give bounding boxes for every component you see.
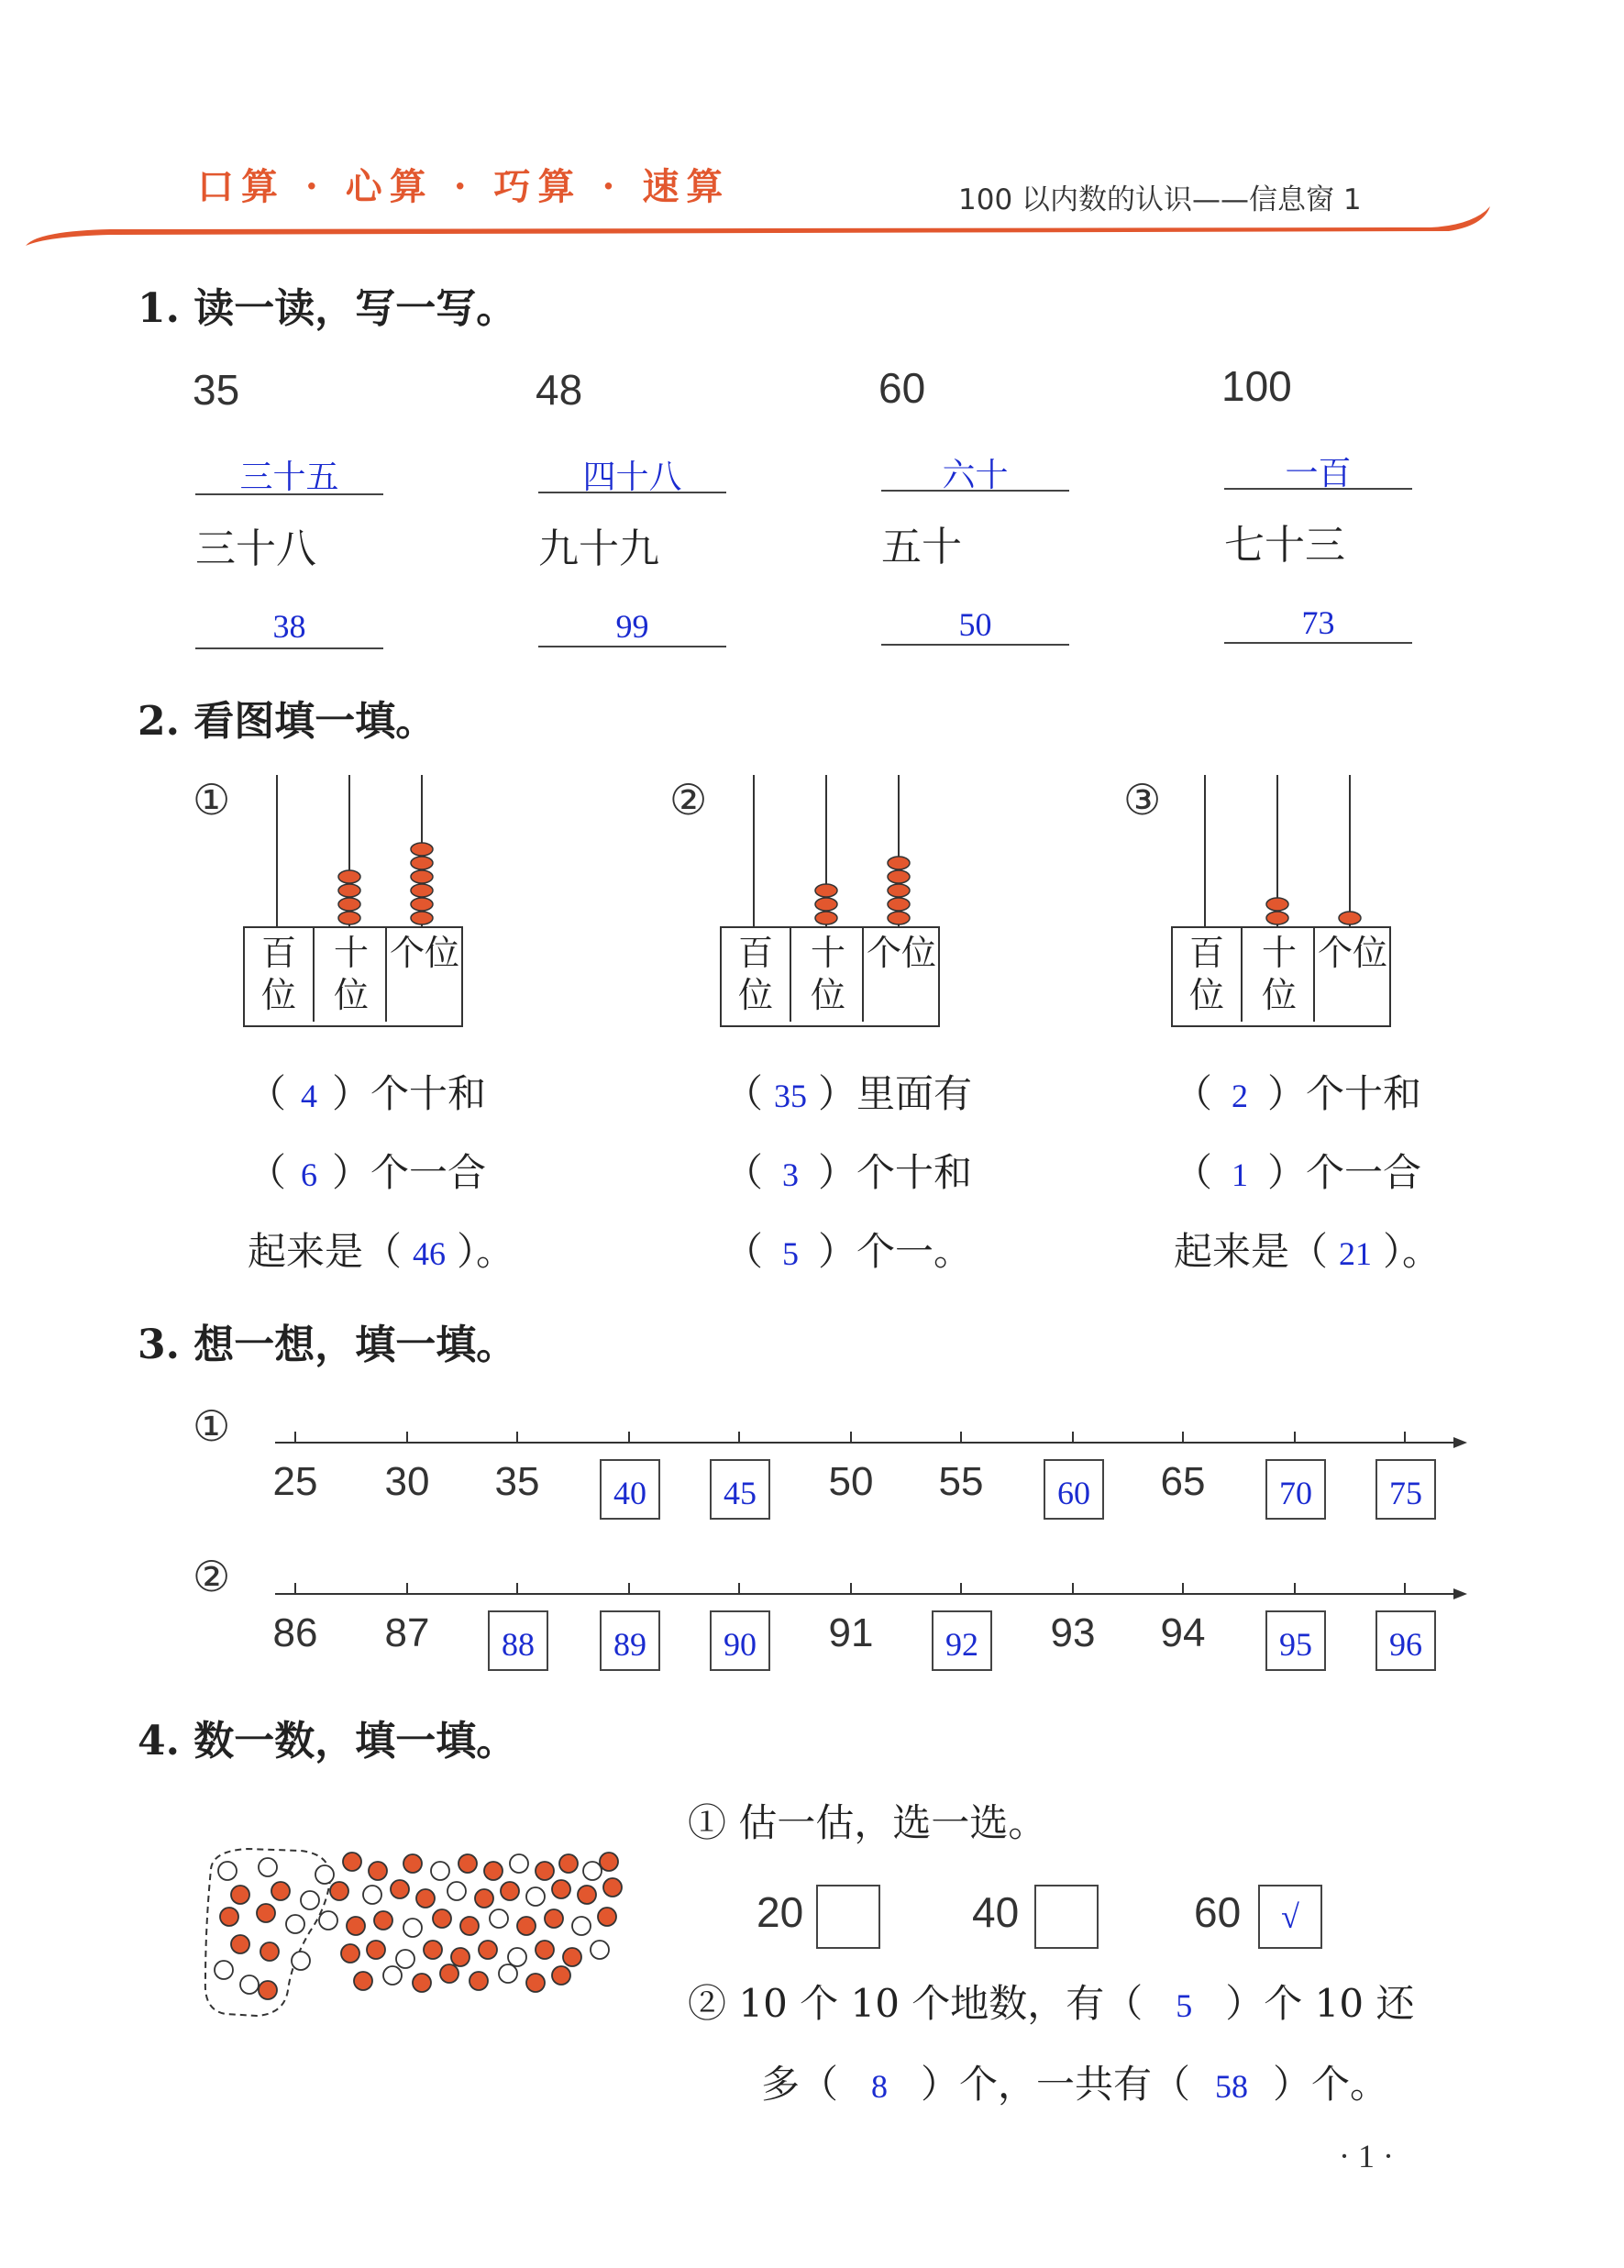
dot-cluster (193, 1843, 669, 2036)
abacus-bead (815, 912, 837, 924)
number-line-answer-box[interactable]: 90 (710, 1610, 770, 1671)
answer-blank[interactable]: 4 (301, 1078, 318, 1114)
answer-blank[interactable]: 3 (782, 1156, 800, 1193)
answer-line (881, 644, 1069, 646)
answer-blank[interactable]: 1 (1232, 1156, 1249, 1193)
q1-title: 1. 读一读，写一写。 (138, 285, 517, 332)
hundreds-label: 百位 (1173, 928, 1243, 1022)
answer-blank[interactable]: 46 (413, 1235, 447, 1272)
answer-blank[interactable]: 21 (1339, 1235, 1373, 1272)
header-right-title: 100 以内数的认识——信息窗 1 (958, 183, 1362, 216)
q2-line: 起来是（ 21 ）。 (1174, 1229, 1442, 1274)
count-dot (499, 1964, 517, 1983)
count-dot (354, 1972, 372, 1990)
abacus-rods (1171, 775, 1391, 926)
count-dot (374, 1911, 392, 1930)
answer-line (538, 492, 726, 493)
abacus-bead (411, 843, 433, 856)
count-dot (526, 1974, 545, 1992)
q1-prompt: 35 (193, 366, 240, 414)
count-dot (451, 1948, 470, 1966)
count-dot (315, 1865, 334, 1884)
abacus-bead (411, 898, 433, 911)
q4-part2-line2: 多（ 8 ）个，一共有（ 58 ）个。 (761, 2062, 1389, 2107)
abacus-base (720, 926, 940, 1027)
q1-prompt: 七十三 (1224, 522, 1345, 569)
count-dot (578, 1886, 596, 1904)
abacus-bead (411, 870, 433, 883)
abacus-bead (888, 884, 910, 897)
count-dot (240, 1975, 259, 1994)
q2-line: （ 6 ）个一合 (248, 1150, 487, 1195)
count-dot (501, 1882, 519, 1900)
count-dot (367, 1941, 385, 1959)
answer-line (881, 490, 1069, 492)
number-line-answer-box[interactable]: 95 (1265, 1610, 1326, 1671)
number-line-answer-box[interactable]: 88 (488, 1610, 548, 1671)
q1-answer[interactable]: 73 (1301, 604, 1335, 641)
number-line (275, 1426, 1467, 1454)
answer-blank[interactable]: 35 (774, 1078, 808, 1114)
count-dot (470, 1972, 488, 1990)
number-line-label: 93 (1050, 1610, 1096, 1655)
abacus-bead (411, 912, 433, 924)
item-index: ① (193, 775, 231, 824)
abacus-bead (1266, 898, 1288, 911)
answer-blank[interactable]: 6 (301, 1156, 318, 1193)
count-dot (403, 1919, 422, 1937)
count-dot (440, 1964, 458, 1983)
number-line-answer-box[interactable]: 60 (1044, 1459, 1104, 1520)
number-line-label: 94 (1160, 1610, 1206, 1655)
item-index: ③ (1123, 775, 1162, 824)
count-dot (301, 1891, 319, 1909)
count-dot (271, 1882, 290, 1900)
count-dot (526, 1887, 545, 1906)
ones-label: 个位 (390, 933, 460, 973)
count-dot (292, 1952, 310, 1970)
abacus-rods (720, 775, 940, 926)
number-line-answer-box[interactable]: 92 (932, 1610, 992, 1671)
number-line-answer-box[interactable]: 89 (600, 1610, 660, 1671)
hundreds-label: 百位 (722, 928, 791, 1022)
number-line-label: 25 (272, 1459, 318, 1504)
q4-part2-line1: ② 10 个 10 个地数，有（ 5 ）个 10 还 (688, 1981, 1415, 2026)
q3-title: 3. 想一想，填一填。 (138, 1322, 517, 1368)
count-dot (330, 1882, 348, 1900)
count-dot (396, 1950, 414, 1968)
abacus-bead (815, 884, 837, 897)
count-dot (231, 1886, 249, 1904)
count-dot (598, 1908, 616, 1926)
q1-prompt: 三十八 (195, 526, 316, 572)
count-dot (536, 1862, 554, 1880)
tens-label: 十位 (1245, 928, 1315, 1022)
answer-line (1224, 488, 1412, 490)
q1-answer[interactable]: 四十八 (582, 459, 682, 495)
estimate-checkbox-checked[interactable]: √ (1258, 1885, 1322, 1949)
count-dot (231, 1935, 249, 1953)
abacus-bead (411, 857, 433, 869)
answer-blank[interactable]: 5 (782, 1235, 800, 1272)
header-swoosh (0, 0, 1624, 275)
q4-part1-label: ① 估一估，选一选。 (688, 1800, 1047, 1845)
line-index: ② (193, 1552, 231, 1601)
q1-prompt: 60 (878, 364, 926, 412)
count-dot (484, 1862, 503, 1880)
abacus-base (1171, 926, 1391, 1027)
count-dot (559, 1854, 578, 1873)
q1-answer[interactable]: 一百 (1285, 455, 1352, 492)
ones-label: 个位 (1318, 933, 1388, 973)
answer-line (1224, 642, 1412, 644)
count-dot (347, 1917, 365, 1935)
count-dot (572, 1917, 591, 1935)
count-dot (363, 1886, 381, 1904)
count-dot (286, 1915, 304, 1933)
estimate-checkbox[interactable] (1034, 1885, 1099, 1949)
count-dot (319, 1911, 337, 1930)
abacus-bead (1266, 912, 1288, 924)
q1-answer[interactable]: 六十 (942, 457, 1009, 493)
abacus-bead (815, 898, 837, 911)
count-dot (508, 1948, 526, 1966)
q2-line: （ 35 ）里面有 (724, 1071, 973, 1116)
estimate-checkbox[interactable] (816, 1885, 880, 1949)
count-dot (413, 1974, 431, 1992)
estimate-option-value: 60 (1194, 1888, 1242, 1936)
count-dot (220, 1908, 238, 1926)
abacus-bead (888, 857, 910, 869)
count-dot (536, 1941, 554, 1959)
answer-line (195, 647, 383, 649)
estimate-option-value: 20 (757, 1888, 804, 1936)
q1-prompt: 五十 (881, 524, 962, 570)
number-line-label: 55 (938, 1459, 984, 1504)
answer-blank[interactable]: 58 (1215, 2068, 1249, 2105)
number-line-label: 30 (384, 1459, 430, 1504)
number-line-label: 91 (828, 1610, 874, 1655)
number-line (275, 1577, 1467, 1605)
count-dot (458, 1854, 477, 1873)
q2-title: 2. 看图填一填。 (138, 698, 436, 745)
q1-prompt: 九十九 (538, 526, 659, 572)
count-dot (433, 1909, 451, 1928)
count-dot (603, 1878, 622, 1897)
ones-label: 个位 (867, 933, 937, 973)
q2-line: （ 5 ）个一。 (724, 1229, 973, 1274)
count-dot (403, 1854, 422, 1873)
count-dot (563, 1948, 581, 1966)
q1-answer[interactable]: 38 (272, 608, 306, 645)
line-index: ① (193, 1401, 231, 1451)
count-dot (383, 1966, 402, 1985)
number-line-label: 87 (384, 1610, 430, 1655)
item-index: ② (669, 775, 708, 824)
number-line-label: 65 (1160, 1459, 1206, 1504)
count-dot (545, 1909, 563, 1928)
answer-blank[interactable]: 2 (1232, 1078, 1249, 1114)
count-dot (490, 1909, 508, 1928)
count-dot (479, 1941, 497, 1959)
answer-line (195, 493, 383, 495)
q1-answer[interactable]: 99 (615, 608, 649, 645)
count-dot (343, 1853, 361, 1871)
abacus-bead (888, 898, 910, 911)
abacus-bead (338, 870, 360, 883)
count-dot (259, 1858, 277, 1876)
count-dot (447, 1882, 466, 1900)
count-dot (552, 1880, 570, 1898)
count-dot (510, 1854, 528, 1873)
count-dot (424, 1941, 442, 1959)
count-dot (552, 1966, 570, 1985)
q1-answer[interactable]: 50 (958, 606, 992, 643)
tens-label: 十位 (794, 928, 864, 1022)
abacus-base (243, 926, 463, 1027)
answer-blank[interactable]: 5 (1176, 1987, 1193, 2024)
abacus-bead (338, 898, 360, 911)
number-line-label: 86 (272, 1610, 318, 1655)
count-dot (260, 1942, 279, 1961)
q4-title: 4. 数一数，填一填。 (138, 1718, 517, 1765)
abacus-bead (338, 884, 360, 897)
count-dot (517, 1917, 536, 1935)
number-line-label: 50 (828, 1459, 874, 1504)
abacus-bead (411, 884, 433, 897)
count-dot (460, 1917, 479, 1935)
count-dot (259, 1981, 277, 1999)
estimate-option-value: 40 (972, 1888, 1020, 1936)
count-dot (583, 1862, 602, 1880)
count-dot (257, 1904, 275, 1922)
count-dot (591, 1941, 609, 1959)
q2-line: （ 4 ）个十和 (248, 1071, 487, 1116)
number-line-answer-box[interactable]: 96 (1375, 1610, 1436, 1671)
count-dot (391, 1880, 409, 1898)
header-left-title: 口算 · 心算 · 巧算 · 速算 (197, 165, 731, 208)
q1-prompt: 100 (1221, 362, 1292, 410)
tens-label: 十位 (317, 928, 387, 1022)
count-dot (431, 1862, 449, 1880)
hundreds-label: 百位 (245, 928, 315, 1022)
count-dot (218, 1862, 237, 1880)
count-dot (416, 1889, 435, 1908)
number-line-answer-box[interactable]: 70 (1265, 1459, 1326, 1520)
abacus-bead (338, 912, 360, 924)
q1-prompt: 48 (536, 366, 583, 414)
q2-line: （ 2 ）个十和 (1174, 1071, 1422, 1116)
count-dot (600, 1853, 618, 1871)
abacus-bead (888, 870, 910, 883)
answer-line (538, 646, 726, 647)
number-line-answer-box[interactable]: 40 (600, 1459, 660, 1520)
count-dot (215, 1961, 233, 1979)
abacus-rods (243, 775, 463, 926)
q2-line: 起来是（ 46 ）。 (248, 1229, 515, 1274)
abacus-bead (888, 912, 910, 924)
q1-answer[interactable]: 三十五 (239, 459, 339, 495)
count-dot (341, 1944, 359, 1963)
number-line-answer-box[interactable]: 45 (710, 1459, 770, 1520)
abacus-bead (1339, 912, 1361, 924)
answer-blank[interactable]: 8 (871, 2068, 889, 2105)
page-number: · 1 · (1339, 2138, 1394, 2174)
number-line-label: 35 (494, 1459, 540, 1504)
number-line-answer-box[interactable]: 75 (1375, 1459, 1436, 1520)
count-dot (369, 1862, 387, 1880)
q2-line: （ 1 ）个一合 (1174, 1150, 1422, 1195)
q2-line: （ 3 ）个十和 (724, 1150, 973, 1195)
count-dot (475, 1889, 493, 1908)
